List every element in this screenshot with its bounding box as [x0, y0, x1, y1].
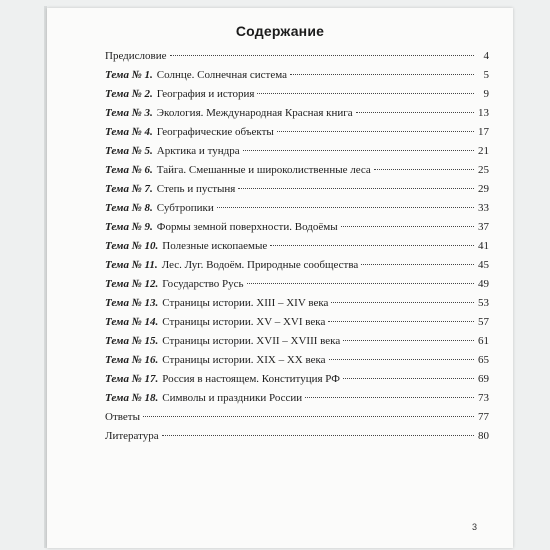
dot-leader — [217, 207, 474, 208]
toc-entry — [105, 351, 489, 370]
toc-page-number: 21 — [478, 145, 489, 157]
toc-entry-title: Символы и праздники России — [162, 392, 303, 404]
dot-leader — [305, 397, 474, 398]
toc-entry — [105, 199, 489, 218]
dot-leader — [343, 378, 474, 379]
toc-entry-title: Солнце. Солнечная система — [156, 69, 288, 81]
toc-entry — [105, 161, 489, 180]
toc-page-number: 73 — [478, 392, 489, 404]
toc-entry-title: Страницы истории. XIII – XIV века — [162, 297, 329, 309]
toc-entry — [105, 142, 489, 161]
toc-page-number: 65 — [478, 354, 489, 366]
dot-leader — [270, 245, 474, 246]
toc-page-number: 25 — [478, 164, 489, 176]
toc-page-number: 77 — [478, 411, 489, 423]
page-number: 3 — [471, 522, 477, 532]
toc-topic-number: Тема № 3. — [105, 107, 153, 119]
toc-entry-title: Субтропики — [156, 202, 214, 214]
toc-topic-number: Тема № 6. — [105, 164, 153, 176]
dot-leader — [238, 188, 474, 189]
toc-entry — [105, 332, 489, 351]
toc-entry-title: Степь и пустыня — [156, 183, 236, 195]
dot-leader — [374, 169, 474, 170]
toc-page-number: 53 — [478, 297, 489, 309]
toc-entry — [105, 237, 489, 256]
dot-leader — [341, 226, 474, 227]
toc-entry — [105, 427, 489, 446]
dot-leader — [356, 112, 474, 113]
toc-entry-title: Ответы — [105, 411, 140, 423]
toc-topic-number: Тема № 18. — [105, 392, 159, 404]
toc-entry — [105, 275, 489, 294]
toc-entry-title: География и история — [156, 88, 255, 100]
toc-topic-number: Тема № 17. — [105, 373, 159, 385]
toc-topic-number: Тема № 5. — [105, 145, 153, 157]
dot-leader — [331, 302, 474, 303]
toc-topic-number: Тема № 11. — [105, 259, 158, 271]
toc-page-number: 9 — [483, 88, 489, 100]
dot-leader — [257, 93, 474, 94]
dot-leader — [329, 359, 474, 360]
dot-leader — [170, 55, 475, 56]
toc-entry-title: Лес. Луг. Водоём. Природные сообщества — [161, 259, 359, 271]
toc-topic-number: Тема № 2. — [105, 88, 153, 100]
toc-page-number: 17 — [478, 126, 489, 138]
toc-entry — [105, 66, 489, 85]
toc-page-number: 29 — [478, 183, 489, 195]
toc-page-number: 49 — [478, 278, 489, 290]
toc-entry-title: Страницы истории. XIX – XX века — [162, 354, 326, 366]
toc-entry-title: Географические объекты — [156, 126, 274, 138]
toc-topic-number: Тема № 8. — [105, 202, 153, 214]
toc-entry-title: Экология. Международная Красная книга — [156, 107, 353, 119]
dot-leader — [361, 264, 474, 265]
toc-entry — [105, 389, 489, 408]
toc-entry — [105, 47, 489, 66]
toc-page-number: 33 — [478, 202, 489, 214]
toc-entry-title: Предисловие — [105, 50, 167, 62]
toc-page-number: 37 — [478, 221, 489, 233]
toc-entry — [105, 313, 489, 332]
toc-entry-title: Полезные ископаемые — [162, 240, 268, 252]
toc-page-number: 61 — [478, 335, 489, 347]
toc-page-number: 4 — [483, 50, 489, 62]
toc-entry-title: Тайга. Смешанные и широколиственные леса — [156, 164, 371, 176]
toc-topic-number: Тема № 1. — [105, 69, 153, 81]
page-title: Содержание — [235, 23, 325, 39]
toc-topic-number: Тема № 9. — [105, 221, 153, 233]
toc-page-number: 5 — [483, 69, 489, 81]
toc-entry-title: Арктика и тундра — [156, 145, 240, 157]
toc-entry — [105, 408, 489, 427]
toc-entry-title: Формы земной поверхности. Водоёмы — [156, 221, 338, 233]
dot-leader — [247, 283, 474, 284]
dot-leader — [343, 340, 474, 341]
toc-topic-number: Тема № 12. — [105, 278, 159, 290]
toc-topic-number: Тема № 10. — [105, 240, 159, 252]
toc-entry-title: Россия в настоящем. Конституция РФ — [162, 373, 340, 385]
book-page — [47, 8, 513, 548]
toc-entry — [105, 370, 489, 389]
toc-page-number: 69 — [478, 373, 489, 385]
table-of-contents — [105, 47, 489, 446]
dot-leader — [328, 321, 474, 322]
dot-leader — [243, 150, 474, 151]
toc-topic-number: Тема № 14. — [105, 316, 159, 328]
toc-entry — [105, 85, 489, 104]
toc-entry-title: Литература — [105, 430, 159, 442]
toc-entry-title: Страницы истории. XV – XVI века — [162, 316, 326, 328]
toc-page-number: 57 — [478, 316, 489, 328]
toc-topic-number: Тема № 4. — [105, 126, 153, 138]
toc-entry — [105, 294, 489, 313]
toc-topic-number: Тема № 15. — [105, 335, 159, 347]
toc-topic-number: Тема № 13. — [105, 297, 159, 309]
toc-page-number: 41 — [478, 240, 489, 252]
dot-leader — [143, 416, 474, 417]
toc-page-number: 13 — [478, 107, 489, 119]
toc-entry — [105, 218, 489, 237]
toc-entry — [105, 180, 489, 199]
toc-entry-title: Страницы истории. XVII – XVIII века — [162, 335, 341, 347]
toc-topic-number: Тема № 7. — [105, 183, 153, 195]
toc-entry — [105, 104, 489, 123]
toc-entry — [105, 256, 489, 275]
dot-leader — [162, 435, 474, 436]
toc-topic-number: Тема № 16. — [105, 354, 159, 366]
toc-page-number: 80 — [478, 430, 489, 442]
toc-entry-title: Государство Русь — [162, 278, 244, 290]
toc-entry — [105, 123, 489, 142]
dot-leader — [277, 131, 474, 132]
toc-page-number: 45 — [478, 259, 489, 271]
dot-leader — [290, 74, 474, 75]
